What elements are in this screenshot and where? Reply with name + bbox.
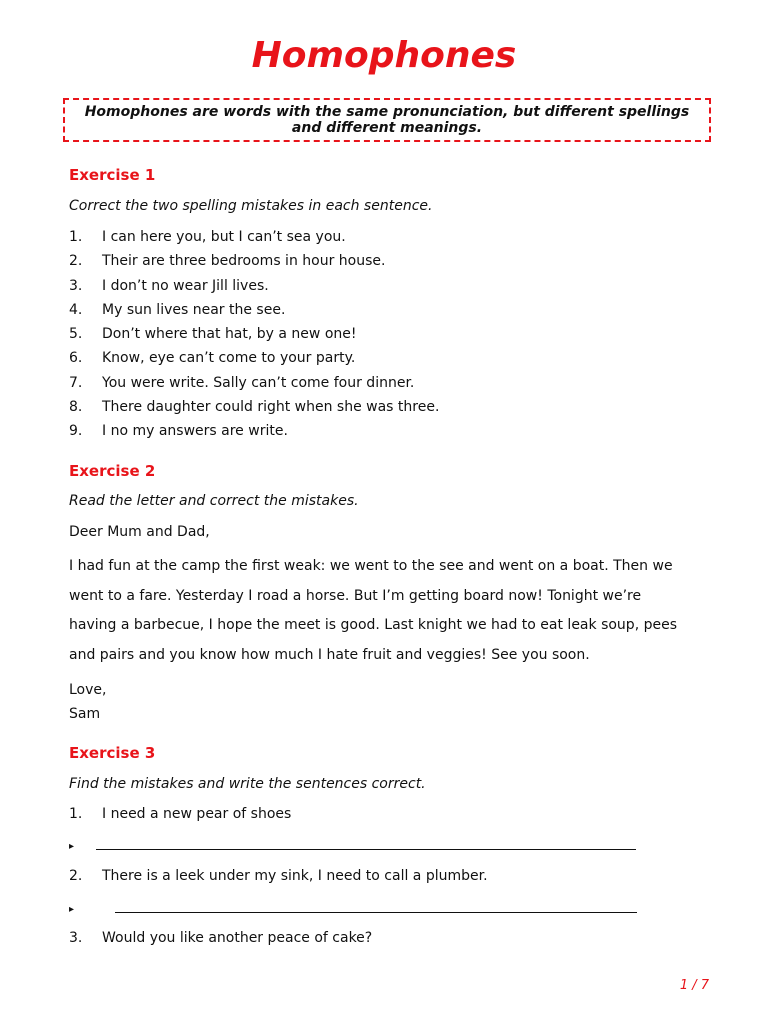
- letter-line: having a barbecue, I hope the meet is good. Last knight we had to eat leak soup, pees: [69, 617, 677, 633]
- exercise-1-list: [69, 225, 439, 444]
- list-item: 2. Their are three bedrooms in hour house.: [69, 253, 386, 270]
- list-item: 1. I can here you, but I can’t sea you.: [69, 229, 346, 245]
- letter-line: went to a fare. Yesterday I road a horse. But I’m getting board now! Tonight we’re: [69, 587, 642, 604]
- answer-blank[interactable]: [96, 839, 636, 850]
- list-item: 8. There daughter could right when she was three.: [69, 399, 440, 416]
- answer-blank[interactable]: [115, 902, 637, 913]
- right-arrow-icon: ▸: [69, 840, 75, 852]
- list-item: 9. I no my answers are write.: [69, 423, 288, 440]
- exercise-3-instruction: Find the mistakes and write the sentences correct.: [69, 776, 426, 792]
- letter-line: and pairs and you know how much I hate fruit and veggies! See you soon.: [69, 646, 590, 663]
- page-number: 1 / 7: [679, 978, 709, 993]
- list-item: 2. There is a leek under my sink, I need to call a plumber.: [69, 868, 488, 884]
- letter-line: I had fun at the camp the first weak: we went to the see and went on a boat. Then we: [69, 558, 673, 574]
- list-item: 4. My sun lives near the see.: [69, 301, 286, 318]
- list-item: 3. Would you like another peace of cake?: [69, 930, 373, 946]
- letter-signature: Sam: [69, 706, 101, 722]
- definition-text: Homophones are words with the same pronunciation, but different spellings and different meanings.: [84, 104, 690, 136]
- answer-line-1[interactable]: [69, 838, 636, 854]
- letter-greeting: Deer Mum and Dad,: [69, 524, 210, 540]
- exercise-3-heading: Exercise 3: [69, 744, 156, 762]
- letter-closing: Love,: [69, 682, 107, 698]
- answer-line-2[interactable]: [69, 901, 637, 917]
- list-item: 7. You were write. Sally can’t come four dinner.: [69, 374, 415, 391]
- exercise-1-instruction: Correct the two spelling mistakes in each sentence.: [69, 198, 433, 214]
- exercise-2-heading: Exercise 2: [69, 462, 156, 480]
- right-arrow-icon: ▸: [69, 903, 75, 915]
- definition-box: [63, 98, 711, 142]
- list-item: 6. Know, eye can’t come to your party.: [69, 350, 356, 367]
- list-item: 5. Don’t where that hat, by a new one!: [69, 326, 357, 343]
- list-item: 1. I need a new pear of shoes: [69, 806, 292, 822]
- letter-body: [69, 551, 709, 669]
- list-item: 3. I don’t no wear Jill lives.: [69, 277, 269, 294]
- page-title: Homophones: [251, 35, 517, 76]
- exercise-2-instruction: Read the letter and correct the mistakes.: [69, 493, 359, 509]
- exercise-1-heading: Exercise 1: [69, 166, 156, 184]
